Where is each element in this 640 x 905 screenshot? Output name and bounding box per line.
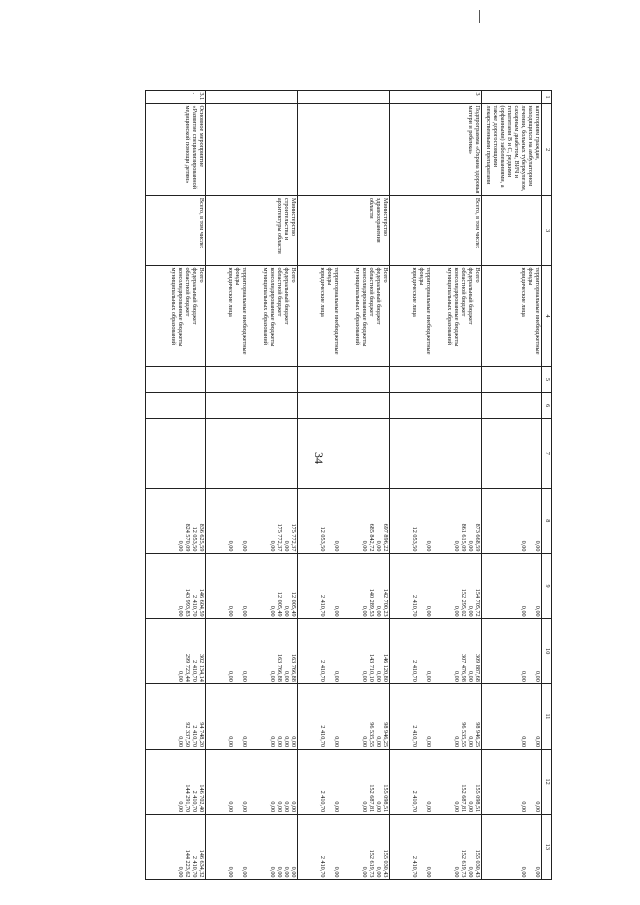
amount-value: 0,00 <box>361 866 368 878</box>
amount-value: 0,00 <box>453 736 460 748</box>
amount-value: 0,00 <box>227 540 234 552</box>
amount-value: 0,00 <box>269 605 276 617</box>
header-row <box>542 91 552 880</box>
amount-value: 0,00 <box>177 671 184 682</box>
amount-value: 0,00 <box>534 736 541 748</box>
amount-cell-c13 <box>390 814 482 879</box>
executor-cell: Всего, в том числе: <box>390 196 482 266</box>
amount-value: 0,00 <box>361 801 368 813</box>
amount-value: 2 410,70 <box>411 594 418 617</box>
amount-cell-c9 <box>206 553 298 618</box>
amount-value: 0,00 <box>241 671 248 682</box>
row-number-cell <box>206 91 298 104</box>
amount-cell-c13 <box>298 814 390 879</box>
amount-value: 0,00 <box>269 540 276 552</box>
amount-value: 2 410,70 <box>319 855 326 878</box>
executor-cell: Всего, в том числе: <box>146 196 206 266</box>
funding-source-cell <box>482 265 542 366</box>
header-cell: 7 <box>542 419 552 489</box>
amount-cell-c12 <box>298 749 390 814</box>
amount-cell-c8 <box>482 488 542 553</box>
amount-cell-c10 <box>482 619 542 684</box>
funding-source-cell <box>298 265 390 366</box>
amount-value: 146 604,59 <box>198 588 205 617</box>
amount-value: 0,00 <box>227 671 234 682</box>
amount-value: 2 410,70 <box>191 594 198 617</box>
amount-value: 92 337,50 <box>184 722 191 748</box>
amount-cell-c9 <box>482 553 542 618</box>
program-name-cell: категориям граждан, находящихся на амбулаторном лечении, больных туберкулезом, сахарным диабетом, ВИЧ и гепатитами В и С, редкими (орфанными) заболеваниями, а также дорогостоящими лекарственными препаратами <box>482 104 542 196</box>
header-cell: 9 <box>542 553 552 618</box>
amount-value: 2 410,70 <box>191 855 198 878</box>
funding-source-cell <box>206 265 298 366</box>
amount-value: 836 625,59 <box>198 523 205 552</box>
funding-source-label: Всего <box>474 267 481 283</box>
amount-cell-c10 <box>390 619 482 684</box>
funding-source-label: территориальные внебюджетные фонды <box>326 267 340 355</box>
funding-source-label: областной бюджет <box>184 267 191 317</box>
empty-cell-6 <box>146 393 206 419</box>
table-row <box>146 91 206 880</box>
amount-cell-c10 <box>146 619 206 684</box>
funding-source-cell <box>390 265 482 366</box>
amount-value: 152 295,02 <box>460 588 467 617</box>
amount-value: 142 700,23 <box>382 588 389 617</box>
amount-value: 0,00 <box>467 605 474 617</box>
amount-value: 0,00 <box>361 605 368 617</box>
amount-value: 0,00 <box>467 671 474 682</box>
funding-source-label: территориальные внебюджетные фонды <box>527 267 541 355</box>
amount-value: 0,00 <box>290 866 297 878</box>
amount-value: 163 766,88 <box>290 653 297 682</box>
amount-value: 0,00 <box>333 671 340 682</box>
amount-value: 0,00 <box>520 801 527 813</box>
amount-value: 98 946,25 <box>382 722 389 748</box>
amount-value: 94 748,20 <box>198 722 205 748</box>
amount-value: 2 410,70 <box>411 725 418 748</box>
funding-source-cell <box>146 265 206 366</box>
empty-cell-5 <box>298 367 390 393</box>
amount-value: 0,00 <box>453 540 460 552</box>
amount-value: 0,00 <box>425 605 432 617</box>
amount-value: 0,00 <box>333 736 340 748</box>
amount-value: 0,00 <box>227 866 234 878</box>
amount-value: 2 410,70 <box>411 660 418 682</box>
amount-value: 143 710,10 <box>368 653 375 682</box>
amount-value: 2 410,70 <box>411 790 418 813</box>
amount-value: 0,00 <box>425 671 432 682</box>
executor-cell <box>482 196 542 266</box>
funding-source-label: федеральный бюджет <box>467 267 474 325</box>
funding-source-label: юридические лица <box>319 267 326 317</box>
amount-value: 0,00 <box>425 866 432 878</box>
funding-source-label: областной бюджет <box>368 267 375 317</box>
amount-value: 2 410,70 <box>319 725 326 748</box>
empty-cell-5 <box>390 367 482 393</box>
amount-value: 0,00 <box>241 736 248 748</box>
amount-value: 140 289,53 <box>368 588 375 617</box>
amount-value: 2 410,70 <box>319 660 326 682</box>
amount-value: 144 291,70 <box>184 784 191 813</box>
amount-value: 155 030,43 <box>382 849 389 878</box>
amount-value: 0,00 <box>283 671 290 682</box>
amount-value: 96 535,55 <box>460 722 467 748</box>
amount-cell-c11 <box>482 684 542 749</box>
amount-value: 0,00 <box>227 736 234 748</box>
amount-value: 0,00 <box>227 605 234 617</box>
executor-cell: Министерство строительства и архитектуры области <box>206 196 298 266</box>
empty-cell-5 <box>206 367 298 393</box>
amount-value: 12 053,50 <box>411 526 418 552</box>
amount-value: 861 615,09 <box>460 523 467 552</box>
amount-cell-c11 <box>298 684 390 749</box>
amount-value: 144 223,62 <box>184 849 191 878</box>
amount-value: 0,00 <box>361 736 368 748</box>
amount-value: 0,00 <box>177 866 184 878</box>
amount-value: 152 687,81 <box>460 784 467 813</box>
amount-cell-c10 <box>206 619 298 684</box>
funding-source-label: областной бюджет <box>460 267 467 317</box>
amount-value: 0,00 <box>520 540 527 552</box>
amount-value: 697 896,22 <box>382 523 389 552</box>
amount-value: 0,00 <box>375 540 382 552</box>
header-cell: 4 <box>542 265 552 366</box>
amount-value: 0,00 <box>283 540 290 552</box>
funding-source-label: консолидированные бюджеты муниципальных образований <box>170 267 184 347</box>
header-cell: 1 <box>542 91 552 104</box>
amount-cell-c11 <box>206 684 298 749</box>
amount-value: 307 476,98 <box>460 653 467 682</box>
empty-cell-5 <box>146 367 206 393</box>
amount-value: 12 005,49 <box>276 591 283 617</box>
amount-value: 0,00 <box>453 605 460 617</box>
amount-value: 0,00 <box>453 671 460 682</box>
amount-value: 0,00 <box>290 801 297 813</box>
amount-value: 0,00 <box>283 801 290 813</box>
amount-value: 0,00 <box>241 801 248 813</box>
funding-source-label: юридические лица <box>520 267 527 317</box>
amount-value: 0,00 <box>425 801 432 813</box>
amount-value: 98 946,25 <box>474 722 481 748</box>
funding-source-label: Всего <box>382 267 389 283</box>
empty-cell-7 <box>390 419 482 489</box>
amount-value: 152 687,81 <box>368 784 375 813</box>
rotated-table-wrapper <box>108 90 552 880</box>
amount-cell-c9 <box>390 553 482 618</box>
empty-cell-6 <box>298 393 390 419</box>
amount-value: 0,00 <box>283 736 290 748</box>
amount-cell-c12 <box>206 749 298 814</box>
amount-cell-c10 <box>298 619 390 684</box>
funding-source-label: Всего <box>198 267 205 283</box>
funding-source-label: федеральный бюджет <box>375 267 382 325</box>
amount-value: 2 410,70 <box>319 594 326 617</box>
amount-cell-c11 <box>390 684 482 749</box>
amount-value: 0,00 <box>467 801 474 813</box>
amount-value: 685 842,72 <box>368 523 375 552</box>
amount-value: 0,00 <box>375 671 382 682</box>
amount-value: 0,00 <box>453 866 460 878</box>
finance-table <box>145 90 552 880</box>
table-row <box>206 91 298 880</box>
amount-value: 155 098,51 <box>474 784 481 813</box>
amount-value: 163 766,88 <box>276 653 283 682</box>
amount-value: 146 634,32 <box>198 849 205 878</box>
funding-source-label: консолидированные бюджеты муниципальных образований <box>262 267 276 347</box>
amount-value: 96 535,55 <box>368 722 375 748</box>
header-cell: 12 <box>542 749 552 814</box>
amount-cell-c11 <box>146 684 206 749</box>
amount-value: 309 887,68 <box>474 653 481 682</box>
amount-value: 0,00 <box>269 671 276 682</box>
amount-cell-c13 <box>206 814 298 879</box>
amount-value: 155 030,43 <box>474 849 481 878</box>
amount-value: 0,00 <box>276 866 283 878</box>
amount-value: 0,00 <box>520 605 527 617</box>
amount-value: 0,00 <box>177 605 184 617</box>
amount-value: 299 723,44 <box>184 653 191 682</box>
table-row <box>390 91 482 880</box>
amount-value: 0,00 <box>269 866 276 878</box>
page-content <box>108 90 552 880</box>
empty-cell-7 <box>298 419 390 489</box>
funding-source-label: федеральный бюджет <box>191 267 198 325</box>
funding-source-label: консолидированные бюджеты муниципальных образований <box>354 267 368 347</box>
program-name-cell <box>298 104 390 196</box>
amount-value: 0,00 <box>269 736 276 748</box>
funding-source-label: федеральный бюджет <box>283 267 290 325</box>
amount-value: 0,00 <box>467 866 474 878</box>
amount-cell-c13 <box>146 814 206 879</box>
funding-source-label: Всего <box>290 267 297 283</box>
empty-cell-5 <box>482 367 542 393</box>
amount-value: 0,00 <box>467 736 474 748</box>
header-cell: 3 <box>542 196 552 266</box>
amount-value: 12 005,49 <box>290 591 297 617</box>
amount-value: 0,00 <box>269 801 276 813</box>
amount-value: 0,00 <box>375 736 382 748</box>
program-name-cell: Основное мероприятие «Развитие специализированной медицинской помощи детям» <box>146 104 206 196</box>
amount-cell-c12 <box>482 749 542 814</box>
amount-cell-c8 <box>298 488 390 553</box>
row-number-cell: 3 <box>390 91 482 104</box>
amount-cell-c9 <box>146 553 206 618</box>
amount-value: 0,00 <box>534 801 541 813</box>
funding-source-label: территориальные внебюджетные фонды <box>418 267 432 355</box>
row-number-cell <box>298 91 390 104</box>
amount-value: 0,00 <box>283 866 290 878</box>
empty-cell-7 <box>482 419 542 489</box>
amount-value: 0,00 <box>520 866 527 878</box>
header-cell: 8 <box>542 488 552 553</box>
amount-value: 0,00 <box>333 801 340 813</box>
amount-value: 0,00 <box>534 866 541 878</box>
amount-value: 0,00 <box>241 540 248 552</box>
executor-cell: Министерство здравоохранения области <box>298 196 390 266</box>
funding-source-label: юридические лица <box>227 267 234 317</box>
amount-value: 0,00 <box>333 605 340 617</box>
empty-cell-6 <box>482 393 542 419</box>
header-cell: 5 <box>542 367 552 393</box>
amount-cell-c8 <box>146 488 206 553</box>
amount-cell-c13 <box>482 814 542 879</box>
amount-value: 12 053,50 <box>191 526 198 552</box>
header-cell: 10 <box>542 619 552 684</box>
amount-value: 0,00 <box>453 801 460 813</box>
funding-source-label: юридические лица <box>411 267 418 317</box>
amount-value: 0,00 <box>276 736 283 748</box>
amount-value: 0,00 <box>333 866 340 878</box>
table-row <box>298 91 390 880</box>
header-cell: 13 <box>542 814 552 879</box>
funding-source-label: территориальные внебюджетные фонды <box>234 267 248 355</box>
program-name-cell: Подпрограмма «Охрана здоровья матери и ребенка» <box>390 104 482 196</box>
amount-cell-c8 <box>390 488 482 553</box>
header-cell: 2 <box>542 104 552 196</box>
amount-value: 0,00 <box>375 801 382 813</box>
amount-value: 143 993,83 <box>184 588 191 617</box>
empty-cell-7 <box>146 419 206 489</box>
amount-value: 0,00 <box>241 605 248 617</box>
empty-cell-6 <box>390 393 482 419</box>
amount-value: 873 668,59 <box>474 523 481 552</box>
header-cell: 6 <box>542 393 552 419</box>
amount-value: 0,00 <box>290 736 297 748</box>
amount-value: 146 120,80 <box>382 653 389 682</box>
amount-value: 0,00 <box>333 540 340 552</box>
funding-source-label: областной бюджет <box>276 267 283 317</box>
amount-value: 155 098,51 <box>382 784 389 813</box>
amount-cell-c12 <box>146 749 206 814</box>
amount-value: 0,00 <box>177 540 184 552</box>
amount-value: 0,00 <box>227 801 234 813</box>
empty-cell-7 <box>206 419 298 489</box>
amount-value: 0,00 <box>425 736 432 748</box>
amount-value: 0,00 <box>534 671 541 682</box>
amount-value: 0,00 <box>375 866 382 878</box>
amount-value: 2 410,70 <box>191 725 198 748</box>
row-number-cell: 3.1. <box>146 91 206 104</box>
amount-value: 0,00 <box>177 736 184 748</box>
amount-value: 12 053,50 <box>319 526 326 552</box>
amount-value: 0,00 <box>534 540 541 552</box>
amount-value: 0,00 <box>520 671 527 682</box>
amount-value: 0,00 <box>520 736 527 748</box>
header-cell: 11 <box>542 684 552 749</box>
program-name-cell <box>206 104 298 196</box>
row-number-cell <box>482 91 542 104</box>
table-row <box>482 91 542 880</box>
amount-value: 0,00 <box>276 801 283 813</box>
amount-value: 0,00 <box>283 605 290 617</box>
amount-value: 146 702,40 <box>198 784 205 813</box>
amount-value: 2 410,70 <box>191 660 198 682</box>
margin-mark <box>479 10 480 23</box>
amount-value: 824 570,09 <box>184 523 191 552</box>
amount-value: 0,00 <box>361 540 368 552</box>
amount-value: 0,00 <box>467 540 474 552</box>
amount-value: 0,00 <box>241 866 248 878</box>
amount-value: 2 410,70 <box>411 855 418 878</box>
table-body <box>146 91 552 880</box>
amount-value: 0,00 <box>361 671 368 682</box>
amount-value: 2 410,70 <box>319 790 326 813</box>
amount-value: 175 772,37 <box>276 523 283 552</box>
amount-cell-c12 <box>390 749 482 814</box>
amount-value: 0,00 <box>425 540 432 552</box>
amount-value: 0,00 <box>375 605 382 617</box>
amount-value: 0,00 <box>534 605 541 617</box>
amount-cell-c8 <box>206 488 298 553</box>
amount-value: 175 772,37 <box>290 523 297 552</box>
amount-value: 152 619,73 <box>368 849 375 878</box>
page-number: 34 <box>312 452 326 464</box>
funding-source-label: консолидированные бюджеты муниципальных образований <box>446 267 460 347</box>
amount-value: 154 705,72 <box>474 588 481 617</box>
amount-cell-c9 <box>298 553 390 618</box>
amount-value: 302 134,14 <box>198 653 205 682</box>
amount-value: 0,00 <box>177 801 184 813</box>
empty-cell-6 <box>206 393 298 419</box>
amount-value: 2 410,70 <box>191 790 198 813</box>
amount-value: 152 619,73 <box>460 849 467 878</box>
